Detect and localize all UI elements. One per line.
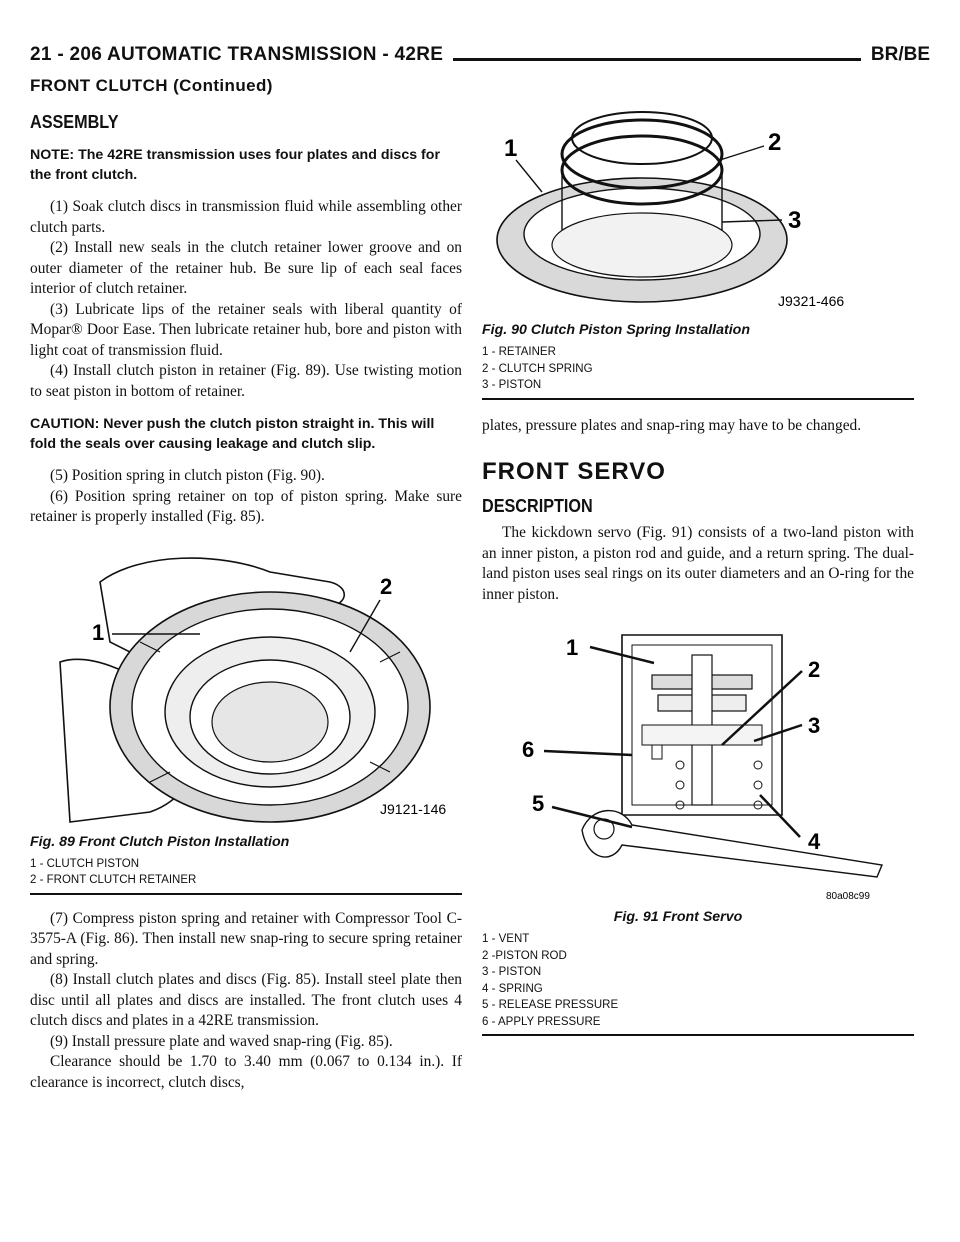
step-9: (9) Install pressure plate and waved snap-ring (Fig. 85). [50,1032,393,1050]
fig89-callout-2: 2 [380,573,393,599]
front-servo-description: The kickdown servo (Fig. 91) consists of a two-land piston with an inner piston, a piston rod and guide, and a return spring. The dual-land piston uses seal rings on its outer diameters and an O-ring for the inner piston. [482,524,914,603]
fig89-legend-1: 1 - CLUTCH PISTON [30,857,140,870]
fig91-legend-5: 5 - RELEASE PRESSURE [482,999,619,1011]
model-code: BR/BE [861,44,930,66]
step-3: (3) Lubricate lips of the retainer seals with liberal quantity of Mopar® Door Ease. Then lubricate retainer hub, bore and piston with light coat of transmission fluid. [30,300,462,359]
fig89-caption: Fig. 89 Front Clutch Piston Installation [30,833,290,850]
assembly-heading: ASSEMBLY [30,112,119,132]
step-8: (8) Install clutch plates and discs (Fig. 85). Install steel plate then disc until all plates and discs are installed. The front clutch uses 4 clutch discs and plates in a 42RE transmission. [30,971,462,1029]
fig91-legend-3: 3 - PISTON [482,966,542,978]
clearance-text: Clearance should be 1.70 to 3.40 mm (0.067 to 0.134 in.). If clearance is incorrect, clutch discs, [30,1053,462,1091]
fig90-callout-1: 1 [504,135,518,162]
continued-title: FRONT CLUTCH (Continued) [30,76,273,95]
fig91-callout-2: 2 [808,657,821,682]
fig90-callout-3: 3 [788,207,802,234]
step-4: (4) Install clutch piston in retainer (Fig. 89). Use twisting motion to seat piston in bottom of retainer. [30,362,462,400]
fig91-caption: Fig. 91 Front Servo [613,909,743,925]
fig90-legend-2: 2 - CLUTCH SPRING [482,362,593,375]
fig89-rule [30,893,462,895]
fig91-image-code: 80a08c99 [826,891,870,902]
page-header [30,44,930,74]
continuation-text: plates, pressure plates and snap-ring may have to be changed. [482,416,862,434]
fig90-rule [482,398,914,400]
left-column [30,112,462,1093]
fig89-callout-1: 1 [92,619,105,645]
spring-installation-illustration [482,110,914,318]
fig90-image-code: J9321-466 [778,293,845,309]
assembly-note: NOTE: The 42RE transmission uses four plates and discs for the front clutch. [30,147,440,183]
fig89-legend-2: 2 - FRONT CLUTCH RETAINER [30,874,197,886]
clutch-piston-illustration [30,542,462,830]
fig91-legend-1: 1 - VENT [482,933,530,945]
step-6: (6) Position spring retainer on top of piston spring. Make sure retainer is properly installed (Fig. 85). [30,487,462,525]
description-heading: DESCRIPTION [482,496,593,516]
front-servo-heading: FRONT SERVO [482,458,666,485]
figure-90 [482,110,914,400]
fig91-callout-4: 4 [808,829,821,854]
fig91-callout-5: 5 [532,791,545,816]
fig91-legend-2: 2 -PISTON ROD [482,949,567,962]
fig91-callout-6: 6 [522,737,535,762]
figure-91 [482,615,914,1036]
right-column [482,110,914,1036]
fig91-rule [482,1034,914,1036]
fig89-image-code: J9121-146 [380,800,447,817]
fig90-caption: Fig. 90 Clutch Piston Spring Installation [482,322,751,338]
step-7: (7) Compress piston spring and retainer with Compressor Tool C-3575-A (Fig. 86). Then install new snap-ring to secure spring retainer and spring. [30,909,462,968]
fig90-legend-3: 3 - PISTON [482,379,542,391]
fig91-callout-1: 1 [566,635,579,660]
fig90-callout-2: 2 [768,129,782,156]
fig91-legend-4: 4 - SPRING [482,982,543,995]
fig91-callout-3: 3 [808,713,821,738]
page-label: 21 - 206 AUTOMATIC TRANSMISSION - 42RE [30,44,453,66]
caution-note: CAUTION: Never push the clutch piston straight in. This will fold the seals over causing leakage and clutch slip. [30,416,435,452]
front-servo-illustration [482,615,914,905]
figure-89 [30,542,462,895]
fig90-legend-1: 1 - RETAINER [482,346,556,358]
step-2: (2) Install new seals in the clutch retainer lower groove and on outer diameter of the retainer hub. Be sure lip of each seal faces interior of clutch retainer. [30,239,462,297]
step-1: (1) Soak clutch discs in transmission fluid while assembling other clutch parts. [30,198,462,236]
step-5: (5) Position spring in clutch piston (Fig. 90). [50,467,325,484]
fig91-legend-6: 6 - APPLY PRESSURE [482,1015,601,1028]
